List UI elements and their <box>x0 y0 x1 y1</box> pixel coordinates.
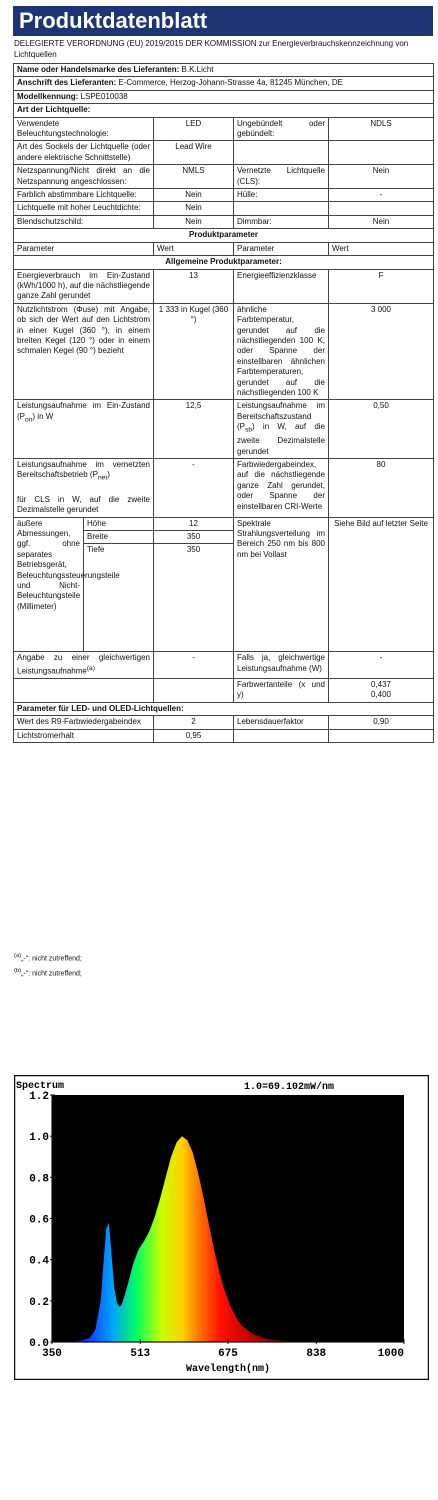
param-header-value: Wert <box>154 242 234 255</box>
dimension-depth-label: Tiefe <box>84 544 154 652</box>
ls-row <box>14 117 434 141</box>
standby-power-label: Leistungsaufnahme im Bereitschaftszustand $(P_{sb})$ in W, auf die zweite Dezimalstelle gerundet <box>234 400 329 459</box>
equivalent-power-row <box>14 652 434 678</box>
spectrum-chart <box>14 1075 429 1380</box>
power-on-value: 12,5 <box>154 400 234 459</box>
energy-class-label: Energieeffizienzklasse <box>234 269 329 303</box>
ls-value-right: NDLS <box>329 117 434 141</box>
networked-standby-label: Leistungsaufnahme im vernetzten Bereitschaftsbetrieb $(P_{net})$ für CLS in W, auf die zweite Dezimalstelle gerundet <box>14 459 154 518</box>
luminous-flux-label: Nutzlichtstrom (Φuse) mit Angabe, ob sich der Wert auf den Lichtstrom in einer Kugel (360 °), in einem breiten Kegel (120 °) oder in einem schmalen Kegel (90 °) bezieht <box>14 303 154 400</box>
ls-label: Blendschutzschild: <box>14 215 154 228</box>
r9-value: 2 <box>154 716 234 729</box>
footnote: $^{(a)}$„-": nicht zutreffend; <box>14 953 82 963</box>
ls-label-right: Hülle: <box>234 189 329 202</box>
supplier-address-value: E-Commerce, Herzog-Johann-Strasse 4a, 81245 München, DE <box>118 78 343 88</box>
color-temperature-label: ähnliche Farbtemperatur, gerundet auf die nächstliegenden 100 K, oder Spanne der einstellbaren ähnlichen Farbtemperaturen, gerundet auf die nächstliegenden 100 K <box>234 303 329 400</box>
footnotes <box>14 950 82 981</box>
ls-value-right <box>329 141 434 165</box>
energy-consumption-label: Energieverbrauch im Ein-Zustand (kWh/1000 h), auf die nächstliegende ganze Zahl gerundet <box>14 269 154 303</box>
ls-row <box>14 165 434 189</box>
supplier-name-label: Name oder Handelsmarke des Lieferanten: <box>17 65 180 74</box>
power-on-label: Leistungsaufnahme im Ein-Zustand $(P_{on})$ in W <box>14 400 154 459</box>
ls-value-right: Nein <box>329 215 434 228</box>
lifetime-factor-label: Lebensdauerfaktor <box>234 716 329 729</box>
param-header-value-right: Wert <box>329 242 434 255</box>
ls-row <box>14 189 434 202</box>
chart-title: Spectrum <box>16 1081 65 1092</box>
equivalent-power-value: - <box>154 652 234 678</box>
ls-row <box>14 215 434 228</box>
equivalent-power-label: Angabe zu einer gleichwertigen Leistungsaufnahme$^{(a)}$ <box>14 652 154 678</box>
ls-label: Lichtquelle mit hoher Leuchtdichte: <box>14 202 154 215</box>
lumen-maintenance-value: 0,95 <box>154 729 234 742</box>
footnote: $^{(b)}$„-": nicht zutreffend; <box>14 968 82 978</box>
ls-value-right <box>329 202 434 215</box>
equivalent-power-w-label: Falls ja, gleichwertige Leistungsaufnahme (W) <box>234 652 329 678</box>
model-value: LSPE010038 <box>80 91 128 101</box>
general-params-heading: Allgemeine Produktparameter: <box>14 256 434 269</box>
ls-label-right: Ungebündelt oder gebündelt: <box>234 117 329 141</box>
general-params-row <box>14 256 434 269</box>
light-source-type-heading: Art der Lichtquelle: <box>14 104 434 117</box>
energy-consumption-row <box>14 269 434 303</box>
supplier-address-row <box>14 77 434 90</box>
standby-power-value: 0,50 <box>329 400 434 459</box>
ls-label-right: Vernetzte Lichtquelle (CLS): <box>234 165 329 189</box>
x-tick-label: 675 <box>218 1348 238 1360</box>
ls-value: NMLS <box>154 165 234 189</box>
spectral-distribution-value: Siehe Bild auf letzter Seite <box>329 517 434 652</box>
luminous-flux-value: 1 333 in Kugel (360 °) <box>154 303 234 400</box>
lumen-maintenance-label: Lichtstromerhalt <box>14 729 154 742</box>
spectral-distribution-label: Spektrale Strahlungsverteilung im Bereich 250 nm bis 800 nm bei Vollast <box>234 517 329 652</box>
page-title: Produktdatenblatt <box>13 6 433 36</box>
chromaticity-row <box>14 678 434 702</box>
param-header-parameter: Parameter <box>14 242 154 255</box>
led-params-row <box>14 702 434 715</box>
supplier-address-label: Anschrift des Lieferanten: <box>17 78 117 88</box>
x-tick-label: 838 <box>306 1348 327 1360</box>
supplier-name-value: B.K.Licht <box>181 65 214 74</box>
ls-label: Netzspannung/Nicht direkt an die Netzspannung angeschlossen: <box>14 165 154 189</box>
product-datasheet-table <box>13 63 433 743</box>
x-tick-label: 350 <box>42 1348 62 1360</box>
supplier-name-row <box>14 64 434 77</box>
light-source-type-row <box>14 104 434 117</box>
led-params-heading: Parameter für LED- und OLED-Lichtquellen: <box>14 702 434 715</box>
ls-value: Nein <box>154 215 234 228</box>
r9-label: Wert des R9-Farbwiedergabeindex <box>14 716 154 729</box>
ls-value: Nein <box>154 189 234 202</box>
x-tick-label: 513 <box>130 1348 151 1360</box>
ls-row <box>14 141 434 165</box>
power-on-row <box>14 400 434 459</box>
y-tick-label: 0.4 <box>29 1255 49 1268</box>
ls-label: Art des Sockels der Lichtquelle (oder andere elektrische Schnittstelle) <box>14 141 154 165</box>
dimension-width-value: 350 <box>154 531 234 544</box>
product-params-heading: Produktparameter <box>14 229 434 242</box>
color-temperature-value: 3 000 <box>329 303 434 400</box>
chromaticity-label: Farbwertanteile (x und y) <box>234 678 329 702</box>
cri-label: Farbwiedergabeindex, auf die nächstliegende ganze Zahl gerundet, oder Spanne der einstellbaren CRI-Werte <box>234 459 329 518</box>
ls-value-right: - <box>329 189 434 202</box>
ls-value: Nein <box>154 202 234 215</box>
dimensions-row <box>14 517 434 530</box>
model-row <box>14 90 434 103</box>
dimension-width-label: Breite <box>84 531 154 544</box>
ls-value-right: Nein <box>329 165 434 189</box>
y-tick-label: 0.8 <box>29 1173 49 1186</box>
ls-row <box>14 202 434 215</box>
cri-value: 80 <box>329 459 434 518</box>
model-label: Modellkennung: <box>17 91 79 101</box>
ls-label-right: Dimmbar: <box>234 215 329 228</box>
ls-label: Farblich abstimmbare Lichtquelle: <box>14 189 154 202</box>
ls-label-right <box>234 202 329 215</box>
chart-annotation: 1.0=69.102mW/nm <box>244 1082 335 1093</box>
energy-consumption-value: 13 <box>154 269 234 303</box>
networked-standby-value: - <box>154 459 234 518</box>
energy-class-value: F <box>329 269 434 303</box>
dimension-height-value: 12 <box>154 517 234 530</box>
dimension-depth-value: 350 <box>154 544 234 652</box>
luminous-flux-row <box>14 303 434 400</box>
r9-row <box>14 716 434 729</box>
x-axis-label: Wavelength(nm) <box>185 1364 271 1375</box>
intro-text: DELEGIERTE VERORDNUNG (EU) 2019/2015 DER KOMMISSION zur Energieverbrauchskennzeichnung von Lichtquellen <box>14 39 409 59</box>
lumen-maintenance-row <box>14 729 434 742</box>
ls-value: Lead Wire <box>154 141 234 165</box>
ls-label-right <box>234 141 329 165</box>
y-tick-label: 1.0 <box>29 1132 49 1145</box>
lifetime-factor-value: 0,90 <box>329 716 434 729</box>
y-tick-label: 0.2 <box>29 1296 49 1309</box>
x-tick-label: 1000 <box>377 1348 404 1360</box>
ls-value: LED <box>154 117 234 141</box>
param-header-parameter-right: Parameter <box>234 242 329 255</box>
dimensions-label: äußere Abmessungen, ggf. ohne separates Betriebsgerät, Beleuchtungssteuerungsteile und Nicht-Beleuchtungsteile (Millimeter) <box>14 517 84 652</box>
ls-label: Verwendete Beleuchtungstechnologie: <box>14 117 154 141</box>
y-tick-label: 1.2 <box>29 1091 49 1103</box>
y-tick-label: 0.6 <box>29 1214 49 1227</box>
param-header-row <box>14 242 434 255</box>
chromaticity-value: 0,437 0,400 <box>329 678 434 702</box>
networked-standby-row <box>14 459 434 518</box>
y-tick-label: 0.0 <box>29 1338 49 1350</box>
product-params-row <box>14 229 434 242</box>
dimension-height-label: Höhe <box>84 517 154 530</box>
equivalent-power-w-value: - <box>329 652 434 678</box>
